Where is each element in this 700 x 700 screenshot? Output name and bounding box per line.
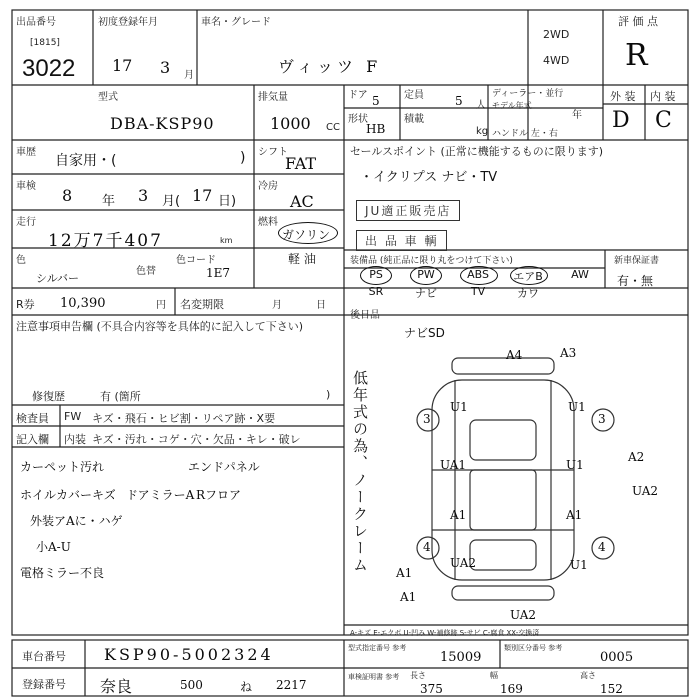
inspection-month: 3 bbox=[138, 186, 149, 205]
mark-a1-left: A1 bbox=[450, 508, 467, 522]
recycle-yen: 円 bbox=[156, 300, 166, 311]
color-value: シルバー bbox=[36, 272, 79, 285]
lot-number: 3022 bbox=[22, 55, 76, 82]
int-grade: C bbox=[655, 108, 672, 133]
equip-airbag: エアB bbox=[513, 270, 543, 283]
score-label: 評 価 点 bbox=[618, 15, 658, 28]
drive-2wd: 2WD bbox=[543, 28, 570, 41]
score-value: R bbox=[625, 38, 648, 73]
vertical-note: 低年式の為、ノークレーム bbox=[351, 370, 369, 574]
interior-label: 内装 bbox=[64, 433, 86, 446]
shift-label: シフト bbox=[258, 147, 288, 158]
km-unit: km bbox=[220, 236, 233, 245]
inspection-year-unit: 年 bbox=[102, 194, 116, 209]
repair-close: ) bbox=[326, 388, 331, 401]
warranty-value: 有・無 bbox=[617, 274, 654, 288]
registration-label: 登録番号 bbox=[22, 678, 66, 691]
mark-u1-front-right: U1 bbox=[568, 400, 586, 414]
capacity-value: 5 bbox=[455, 94, 463, 108]
stamp-listed: 出 品 車 輌 bbox=[356, 230, 447, 251]
lot-small: [1815] bbox=[30, 38, 60, 48]
mark-u1-rear: U1 bbox=[570, 558, 588, 572]
ac-value: AC bbox=[290, 192, 314, 211]
notes-label: 注意事項申告欄 (不具合内容等を具体的に記入して下さい) bbox=[16, 320, 304, 333]
model-label: 型式 bbox=[98, 92, 118, 103]
equip-navi: ナビ bbox=[415, 287, 437, 300]
load-label: 積載 bbox=[404, 114, 424, 125]
equip-aw: AW bbox=[571, 268, 589, 281]
damage-legend: A-キズ E-エクボ U-凹み W-補修跡 S-サビ C-腐食 XX-交換済 bbox=[350, 629, 540, 637]
first-reg-month: 3 bbox=[160, 58, 171, 77]
selling-points-label: セールスポイント (正常に機能するものに限ります) bbox=[350, 145, 604, 158]
width-value: 169 bbox=[500, 682, 523, 696]
fuel-circle bbox=[278, 222, 338, 244]
mark-tire-fl: 3 bbox=[423, 412, 431, 426]
warranty-label: 新車保証書 bbox=[614, 256, 660, 266]
mark-tire-rr: 4 bbox=[598, 540, 606, 554]
car-name-label: 車名・グレード bbox=[201, 17, 271, 28]
model-year-label: モデル年式 bbox=[492, 101, 532, 110]
later-items-value: ナビSD bbox=[404, 326, 445, 340]
mark-a3: A3 bbox=[560, 346, 577, 360]
registration-area: 奈良 bbox=[100, 677, 133, 696]
mark-u1-side: U1 bbox=[566, 458, 584, 472]
history-close: ) bbox=[240, 150, 246, 166]
color-change-label: 色替 bbox=[136, 266, 156, 277]
inspection-label: 車検 bbox=[16, 181, 36, 192]
mark-a4: A4 bbox=[506, 348, 523, 362]
recycle-value: 10,390 bbox=[60, 296, 106, 311]
inspector-label-1: 検査員 bbox=[16, 412, 49, 425]
height-label: 高さ bbox=[580, 671, 596, 680]
mark-ua2-rear-left: UA2 bbox=[450, 556, 477, 570]
fuel-value: ガソリン bbox=[282, 228, 331, 242]
remark-carpet: カーペット汚れ bbox=[20, 460, 105, 474]
ext-grade: D bbox=[612, 108, 630, 133]
person-unit: 人 bbox=[476, 100, 486, 111]
ext-label: 外 装 bbox=[610, 90, 636, 103]
later-items-label: 後日品 bbox=[350, 310, 380, 321]
class-cert-value: 0005 bbox=[600, 650, 634, 665]
history-label: 車歴 bbox=[16, 147, 36, 158]
repair-label: 修復歴 bbox=[32, 390, 65, 403]
int-label: 内 装 bbox=[650, 90, 676, 103]
mileage-value: 12万7千407 bbox=[48, 231, 163, 251]
remark-mirror-fault: 電格ミラー不良 bbox=[20, 566, 105, 580]
displacement-value: 1000 bbox=[270, 114, 311, 133]
circle-airbag bbox=[510, 266, 548, 285]
stamp-dealer: JU適正販売店 bbox=[356, 200, 460, 221]
mark-ua1: UA1 bbox=[440, 458, 467, 472]
mark-tire-fr: 3 bbox=[598, 412, 606, 426]
first-reg-year: 17 bbox=[112, 56, 133, 75]
cc-unit: CC bbox=[326, 122, 340, 133]
fuel-diesel: 軽 油 bbox=[288, 252, 316, 266]
model-value: DBA-KSP90 bbox=[110, 114, 215, 133]
year-unit: 年 bbox=[572, 110, 582, 121]
shift-value: FAT bbox=[285, 154, 317, 173]
selling-points-value: ・イクリプス ナビ・TV bbox=[360, 170, 498, 185]
inspector-label-2: 記入欄 bbox=[16, 433, 49, 446]
remark-end-panel: エンドパネル bbox=[188, 460, 260, 474]
drive-4wd: 4WD bbox=[543, 54, 570, 67]
remark-wheel-cover: ホイルカバーキズ bbox=[20, 488, 116, 502]
history-value: 自家用・( bbox=[55, 153, 117, 169]
equip-leather: カワ bbox=[517, 287, 539, 300]
deadline-label: 名変期限 bbox=[180, 298, 224, 311]
car-name: ヴィッツ F bbox=[278, 57, 382, 76]
month-unit: 月 bbox=[184, 70, 194, 81]
fw-text: キズ・飛石・ヒビ割・リペア跡・X要 bbox=[92, 412, 276, 425]
shape-label: 形状 bbox=[348, 114, 368, 125]
length-value: 375 bbox=[420, 682, 443, 696]
width-label: 幅 bbox=[490, 671, 498, 680]
mark-a2: A2 bbox=[628, 450, 645, 464]
registration-kana: ね bbox=[240, 680, 253, 694]
inspection-year: 8 bbox=[62, 186, 73, 205]
circle-abs bbox=[460, 266, 498, 285]
remark-rear-floor: Rフロア bbox=[196, 488, 242, 502]
inspection-day: 17 bbox=[192, 186, 213, 205]
deadline-day-unit: 日 bbox=[316, 300, 326, 311]
type-cert-value: 15009 bbox=[440, 650, 482, 665]
repair-value: 有 (箇所 bbox=[100, 390, 141, 403]
handle-label: ハンドル 左・右 bbox=[492, 129, 558, 139]
remark-door-mirror: ドアミラーA bbox=[126, 488, 195, 502]
mark-ua2-bottom: UA2 bbox=[510, 608, 537, 622]
recycle-label: R券 bbox=[16, 298, 35, 311]
mileage-label: 走行 bbox=[16, 217, 36, 228]
dealer-label: ディーラー・並行 bbox=[492, 89, 564, 99]
frame-value: KSP90-5002324 bbox=[104, 645, 274, 664]
mark-tire-rl: 4 bbox=[423, 540, 431, 554]
kg-unit: kg bbox=[476, 126, 489, 137]
height-value: 152 bbox=[600, 682, 623, 696]
circle-pw bbox=[410, 266, 442, 285]
color-code-label: 色コード bbox=[176, 255, 216, 266]
doors-value: 5 bbox=[372, 94, 380, 108]
color-code-value: 1E7 bbox=[206, 266, 231, 280]
interior-text: キズ・汚れ・コゲ・穴・欠品・キレ・破レ bbox=[92, 433, 301, 446]
registration-number: 2217 bbox=[276, 678, 307, 692]
type-cert-label: 型式指定番号 参考 bbox=[348, 644, 407, 652]
fuel-label: 燃料 bbox=[258, 217, 278, 228]
equipment-label: 装備品 (純正品に限り丸をつけて下さい) bbox=[350, 256, 513, 266]
color-label: 色 bbox=[16, 255, 26, 266]
remark-exterior: 外装アAに・ハゲ bbox=[30, 514, 123, 528]
equip-abs: ABS bbox=[467, 268, 489, 281]
shape-value: HB bbox=[366, 122, 386, 136]
inspection-day-unit: 日) bbox=[218, 194, 237, 209]
frame-label: 車台番号 bbox=[22, 650, 66, 663]
mark-ua2-right: UA2 bbox=[632, 484, 659, 498]
capacity-label: 定員 bbox=[404, 90, 424, 101]
equip-pw: PW bbox=[417, 268, 435, 281]
class-cert-label: 類別区分番号 参考 bbox=[504, 644, 563, 652]
size-cert-label: 車検証明書 参考 bbox=[348, 673, 400, 681]
ac-label: 冷房 bbox=[258, 181, 278, 192]
displacement-label: 排気量 bbox=[258, 92, 288, 103]
circle-ps bbox=[360, 266, 392, 285]
equip-ps: PS bbox=[369, 268, 383, 281]
doors-label: ドア bbox=[348, 90, 368, 101]
registration-class: 500 bbox=[180, 678, 203, 692]
lot-label: 出品番号 bbox=[16, 17, 56, 28]
remark-small-dents: 小A-U bbox=[36, 540, 71, 554]
equip-tv: TV bbox=[470, 285, 486, 298]
length-label: 長さ bbox=[410, 671, 426, 680]
mark-a1-rear: A1 bbox=[396, 566, 413, 580]
fw-label: FW bbox=[64, 410, 82, 423]
inspection-month-unit: 月( bbox=[162, 194, 181, 209]
mark-u1-front-left: U1 bbox=[450, 400, 468, 414]
mark-a1-bottom: A1 bbox=[400, 590, 417, 604]
deadline-month-unit: 月 bbox=[272, 300, 282, 311]
first-reg-label: 初度登録年月 bbox=[98, 17, 158, 28]
equip-sr: SR bbox=[368, 285, 384, 298]
mark-a1-right: A1 bbox=[566, 508, 583, 522]
